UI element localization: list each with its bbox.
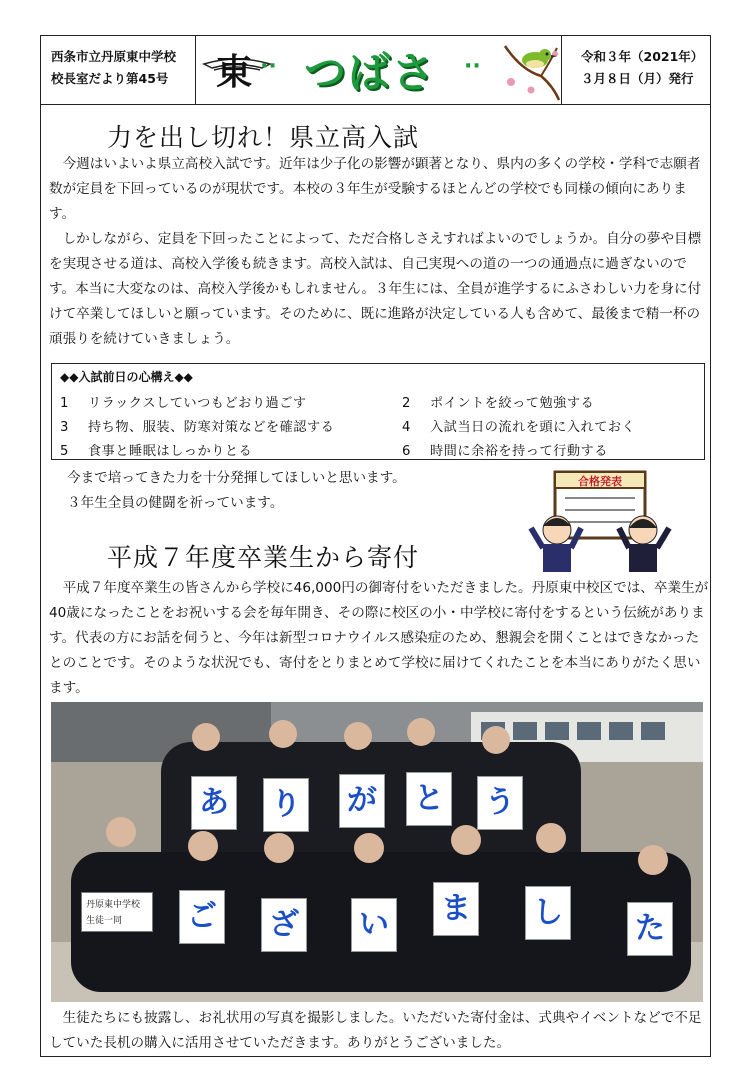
issue-day: ３月８日（月）発行: [581, 71, 694, 86]
tip-item: 5 食事と睡眠はしっかりとる: [60, 444, 253, 459]
photo-card: た: [627, 902, 673, 956]
photo-card: ざ: [261, 898, 307, 952]
tip-item: 6 時間に余裕を持って行動する: [402, 444, 608, 459]
dots-icon: ··: [260, 54, 277, 79]
article1-paragraph-1: 今週はいよいよ県立高校入試です。近年は少子化の影響が顕著となり、県内の多くの学校・学科で志願者数が定員を下回っているのが現状です。本校の３年生が受験するほとんどの学校でも同様の傾向にあります。: [49, 156, 701, 222]
issue-year: 令和３年（2021年）: [581, 49, 704, 64]
sign-students: 生徒一同: [86, 916, 123, 926]
article1-body: [49, 152, 709, 352]
photo-card: し: [525, 886, 571, 940]
exam-results-illustration: [527, 466, 677, 576]
thank-you-photo: [51, 702, 703, 1002]
article2-after-photo: [49, 1006, 709, 1056]
masthead-logo: [196, 36, 562, 104]
issue-date: [561, 36, 710, 104]
bird-branch-icon: [501, 40, 561, 102]
tip-item: 2 ポイントを絞って勉強する: [402, 396, 595, 411]
exam-tips-box: [51, 363, 705, 460]
dots-icon: ··: [464, 54, 481, 79]
sign-school-name: 丹原東中学校: [86, 900, 141, 910]
closing-line-2: ３年生全員の健闘を祈っています。: [67, 495, 284, 511]
photo-card: ご: [179, 890, 225, 944]
newsletter-page: [40, 35, 711, 1057]
newsletter-number: 校長室だより第45号: [51, 71, 169, 86]
tip-item: 3 持ち物、服装、防寒対策などを確認する: [60, 420, 335, 435]
article1-paragraph-2: しかしながら、定員を下回ったことによって、ただ合格しさえすればよいのでしょうか。自分の夢や目標を実現させる道は、高校入学後も続きます。高校入試は、自己実現への道の一つの通過点に過ぎないのです。本当に大変なのは、高校入学後かもしれません。３年生には、全員が進学するにふさわしい力を身に付けて卒業してほしいと願っています。そのために、既に進路が決定している人も含めて、最後まで精一杯の頑張りを続けていきましょう。: [49, 231, 702, 347]
photo-card: ま: [433, 882, 479, 936]
article2-paragraph: 平成７年度卒業生の皆さんから学校に46,000円の御寄付をいただきました。丹原東中校区では、卒業生が40歳になったことをお祝いする会を毎年開き、その際に校区の小・中学校に寄付をするという伝統があります。代表の方にお話を伺うと、今年は新型コロナウイルス感染症のため、懇親会を開くことはできなかったとのことです。そのような状況でも、寄付をとりまとめて学校に届けてくれたことを本当にありがたく思います。: [49, 580, 709, 696]
photo-background: [51, 702, 703, 1002]
photo-card: う: [477, 776, 523, 830]
article1-title: 力を出し切れ！県立高入試: [107, 123, 420, 152]
after-photo-paragraph: 生徒たちにも披露し、お礼状用の写真を撮影しました。いただいた寄付金は、式典やイベントなどで不足していた長机の購入に活用させていただきます。ありがとうございました。: [49, 1010, 702, 1051]
photo-card: あ: [191, 776, 237, 830]
closing-line-1: 今まで培ってきた力を十分発揮してほしいと思います。: [67, 470, 406, 486]
tip-item: 1 リラックスしていつもどおり過ごす: [60, 396, 307, 411]
article2-title: 平成７年度卒業生から寄付: [107, 543, 420, 572]
masthead-east: 東: [216, 52, 253, 93]
school-name: 西条市立丹原東中学校: [51, 49, 177, 64]
photo-card: り: [263, 778, 309, 832]
masthead-title: つばさ: [304, 48, 437, 97]
tip-item: 4 入試当日の流れを頭に入れておく: [402, 420, 636, 435]
masthead: [41, 36, 710, 105]
article2-body: [49, 576, 709, 701]
photo-card: い: [351, 898, 397, 952]
photo-card: が: [339, 774, 385, 828]
school-sign-card: [81, 892, 153, 932]
tips-title: ◆◆入試前日の心構え◆◆: [60, 370, 193, 384]
photo-card: と: [406, 772, 452, 826]
results-sign: 合格発表: [578, 475, 622, 488]
school-info: [41, 36, 196, 104]
